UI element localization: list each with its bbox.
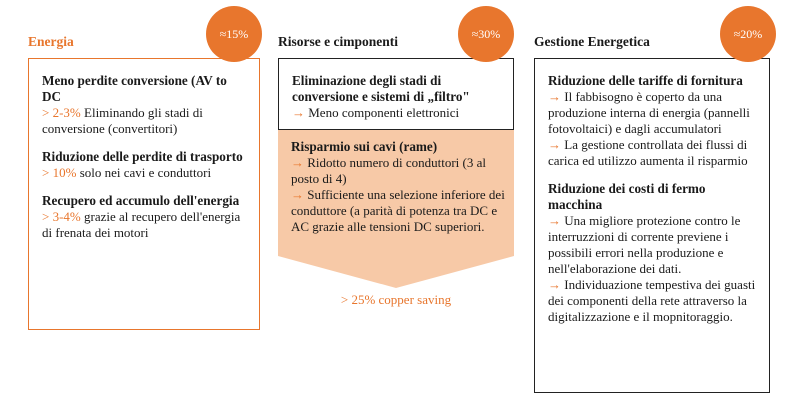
item-text bbox=[291, 155, 506, 187]
arrow-icon: → bbox=[548, 89, 561, 104]
item-title: Risparmio sui cavi (rame) bbox=[291, 139, 438, 154]
item-text bbox=[42, 105, 249, 137]
item-title: Riduzione delle perdite di trasporto bbox=[42, 149, 243, 164]
item-percent: 10% bbox=[52, 165, 77, 180]
energia-box bbox=[28, 58, 260, 330]
cable-saving-item bbox=[291, 139, 506, 235]
risorse-box bbox=[278, 58, 514, 130]
item-desc: solo nei cavi e conduttori bbox=[76, 165, 212, 180]
percent-badge: ≈20% bbox=[720, 6, 776, 62]
item-desc: Individuazione tempestiva dei guasti dei componenti della rete attraverso la digitalizzazione e il mopnitoraggio. bbox=[548, 277, 756, 324]
item-text bbox=[548, 213, 759, 277]
item-prefix: > bbox=[42, 209, 53, 224]
arrow-icon: → bbox=[292, 105, 305, 120]
gestione-box bbox=[534, 58, 770, 393]
item-text bbox=[548, 277, 759, 325]
column-title: Gestione Energetica bbox=[534, 34, 650, 49]
item-prefix: > bbox=[42, 105, 53, 120]
arrow-icon: → bbox=[548, 277, 561, 292]
column-title: Energia bbox=[28, 34, 74, 49]
arrow-icon: → bbox=[548, 137, 561, 152]
item-percent: 3-4% bbox=[52, 209, 81, 224]
item-desc: Una migliore protezione contro le interruzzioni di corrente previene i possibili errori nella produzione e nell'elaborazione dei dati. bbox=[548, 213, 741, 276]
item-title: Meno perdite conversione (AV to DC bbox=[42, 73, 227, 104]
list-item bbox=[548, 181, 759, 325]
percent-badge: ≈30% bbox=[458, 6, 514, 62]
item-title: Riduzione delle tariffe di fornitura bbox=[548, 73, 743, 88]
item-percent: 2-3% bbox=[52, 105, 81, 120]
percent-badge: ≈15% bbox=[206, 6, 262, 62]
item-text bbox=[42, 165, 249, 181]
item-desc: Sufficiente una selezione inferiore dei conduttore (a parità di potenza tra DC e AC grazie alle tensioni DC superiori. bbox=[291, 187, 505, 234]
item-desc: Eliminando gli stadi di conversione (convertitori) bbox=[42, 105, 203, 136]
item-title: Recupero ed accumulo dell'energia bbox=[42, 193, 240, 208]
list-item bbox=[42, 73, 249, 137]
item-desc: grazie al recupero dell'energia di frenata dei motori bbox=[42, 209, 241, 240]
item-text bbox=[548, 137, 759, 169]
copper-saving-label: > 25% copper saving bbox=[340, 292, 452, 307]
item-text bbox=[292, 105, 503, 121]
copper-saving-arrow bbox=[278, 130, 514, 328]
arrow-icon: → bbox=[548, 213, 561, 228]
list-item bbox=[42, 193, 249, 241]
list-item bbox=[42, 149, 249, 181]
item-text bbox=[291, 187, 506, 235]
item-desc: Meno componenti elettronici bbox=[305, 105, 460, 120]
item-desc: Ridotto numero di conduttori (3 al posto di 4) bbox=[291, 155, 486, 186]
list-item bbox=[548, 73, 759, 169]
item-desc: La gestione controllata dei flussi di carica ed utilizzo aumenta il risparmio bbox=[548, 137, 748, 168]
item-title: Riduzione dei costi di fermo macchina bbox=[548, 181, 706, 212]
item-title: Eliminazione degli stadi di conversione e sistemi di „filtro" bbox=[292, 73, 470, 104]
item-desc: Il fabbisogno è coperto da una produzione interna di energia (pannelli fotovoltaici) e dagli accumulatori bbox=[548, 89, 750, 136]
item-text bbox=[548, 89, 759, 137]
column-title: Risorse e cimponenti bbox=[278, 34, 398, 49]
arrow-icon: → bbox=[291, 155, 304, 170]
item-prefix: > bbox=[42, 165, 53, 180]
arrow-icon: → bbox=[291, 187, 304, 202]
item-text bbox=[42, 209, 249, 241]
